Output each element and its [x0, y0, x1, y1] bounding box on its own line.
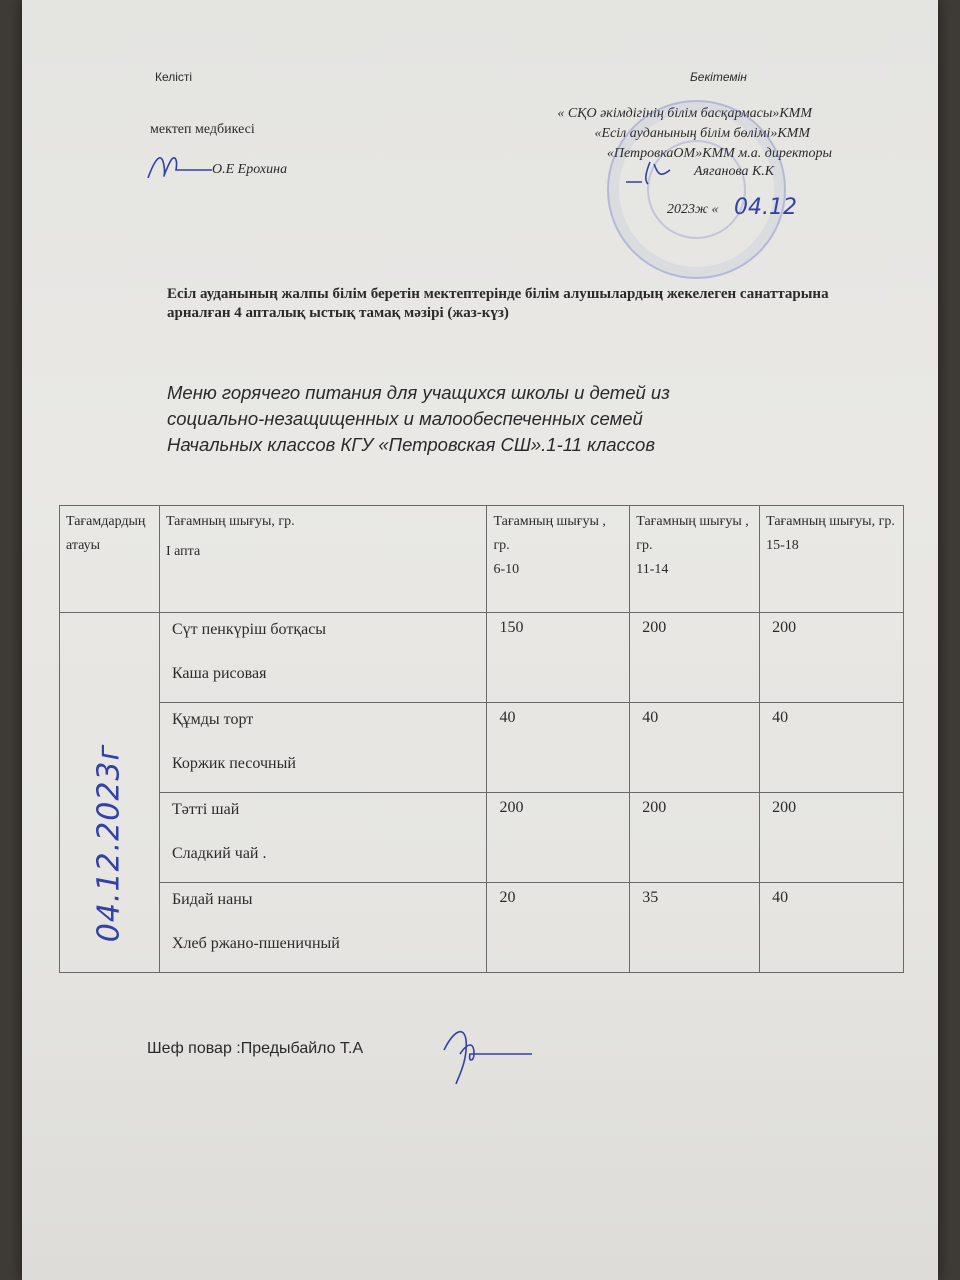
dish-cell [159, 793, 486, 883]
title-russian-line-3: Начальных классов КГУ «Петровская СШ».1-11 классов [167, 434, 656, 455]
table-row [60, 793, 904, 883]
portion-11-14: 40 [630, 703, 760, 793]
header-age-11-14 [630, 506, 760, 613]
header-age-6-10 [487, 506, 630, 613]
menu-table [59, 505, 904, 973]
dish-name-kz: Құмды торт [171, 711, 254, 728]
title-russian [167, 380, 887, 458]
portion-15-18: 40 [760, 703, 904, 793]
dish-name-kz: Бидай наны [171, 891, 253, 908]
approver-org-1: « СҚО әкімдігінің білім басқармасы»КММ [557, 106, 812, 121]
table-row [60, 613, 904, 703]
approver-org-3: «ПетровкаОМ»КММ м.а. директоры [606, 146, 832, 161]
table-row [60, 883, 904, 973]
header-week [159, 506, 486, 613]
portion-6-10: 20 [487, 883, 630, 973]
portion-6-10: 200 [487, 793, 630, 883]
approval-date-handwritten: 04.12 [734, 195, 797, 220]
approval-date-printed: 2023ж « [667, 202, 719, 217]
header-week-line-1: Тағамның шығуы, гр. [165, 514, 295, 529]
chef-signature [434, 1020, 544, 1090]
date-cell [60, 613, 160, 973]
portion-15-18: 200 [760, 793, 904, 883]
dish-name-ru: Коржик песочный [171, 755, 296, 772]
approver-name: Аяганова К.К [694, 164, 775, 179]
header-age-11-14-range: 11-14 [636, 562, 669, 577]
table-header-row [60, 506, 904, 613]
dish-name-ru: Каша рисовая [171, 665, 267, 682]
date-handwritten: 04.12.2023г [91, 743, 127, 943]
portion-11-14: 200 [630, 793, 760, 883]
header-age-15-18-range: 15-18 [766, 538, 799, 553]
title-russian-line-2: социально-незащищенных и малообеспеченных семей [167, 408, 643, 429]
header-age-15-18 [760, 506, 904, 613]
portion-6-10: 40 [487, 703, 630, 793]
agree-label: Келісті [155, 70, 193, 84]
portion-15-18: 40 [760, 883, 904, 973]
portion-6-10: 150 [487, 613, 630, 703]
header-age-6-10-label: Тағамның шығуы , гр. [493, 514, 606, 553]
title-kazakh: Есіл ауданының жалпы білім беретін мектептерінде білім алушылардың жекелеген санаттарына арналған 4 апталық ыстық тамақ мәзірі (жаз-күз) [167, 286, 829, 321]
dish-cell [159, 883, 486, 973]
header-week-line-2: І апта [165, 544, 201, 559]
title-russian-line-1: Меню горячего питания для учащихся школы и детей из [167, 382, 670, 403]
dish-name-kz: Тәтті шай [171, 801, 240, 818]
approve-label: Бекітемін [690, 70, 747, 84]
nurse-role: мектеп медбикесі [150, 122, 255, 137]
table-row [60, 703, 904, 793]
nurse-name: О.Е Ерохина [212, 162, 288, 177]
chef-signature-line: Шеф повар :Предыбайло Т.А [147, 1040, 364, 1057]
dish-name-ru: Хлеб ржано-пшеничный [171, 935, 340, 952]
portion-15-18: 200 [760, 613, 904, 703]
header-age-11-14-label: Тағамның шығуы , гр. [636, 514, 749, 553]
dish-cell [159, 703, 486, 793]
dish-name-kz: Сүт пенкүріш ботқасы [171, 621, 327, 638]
director-signature [622, 158, 692, 188]
portion-11-14: 200 [630, 613, 760, 703]
dish-name-ru: Сладкий чай . [171, 845, 267, 862]
header-dish-name: Тағамдардың атауы [60, 506, 160, 613]
document-page [22, 0, 938, 1280]
portion-11-14: 35 [630, 883, 760, 973]
dish-cell [159, 613, 486, 703]
header-age-15-18-label: Тағамның шығуы, гр. [766, 514, 895, 529]
official-stamp [607, 100, 786, 279]
approver-org-2: «Есіл ауданының білім бөлімі»КММ [594, 126, 810, 141]
nurse-signature [140, 148, 220, 188]
header-age-6-10-range: 6-10 [493, 562, 520, 577]
